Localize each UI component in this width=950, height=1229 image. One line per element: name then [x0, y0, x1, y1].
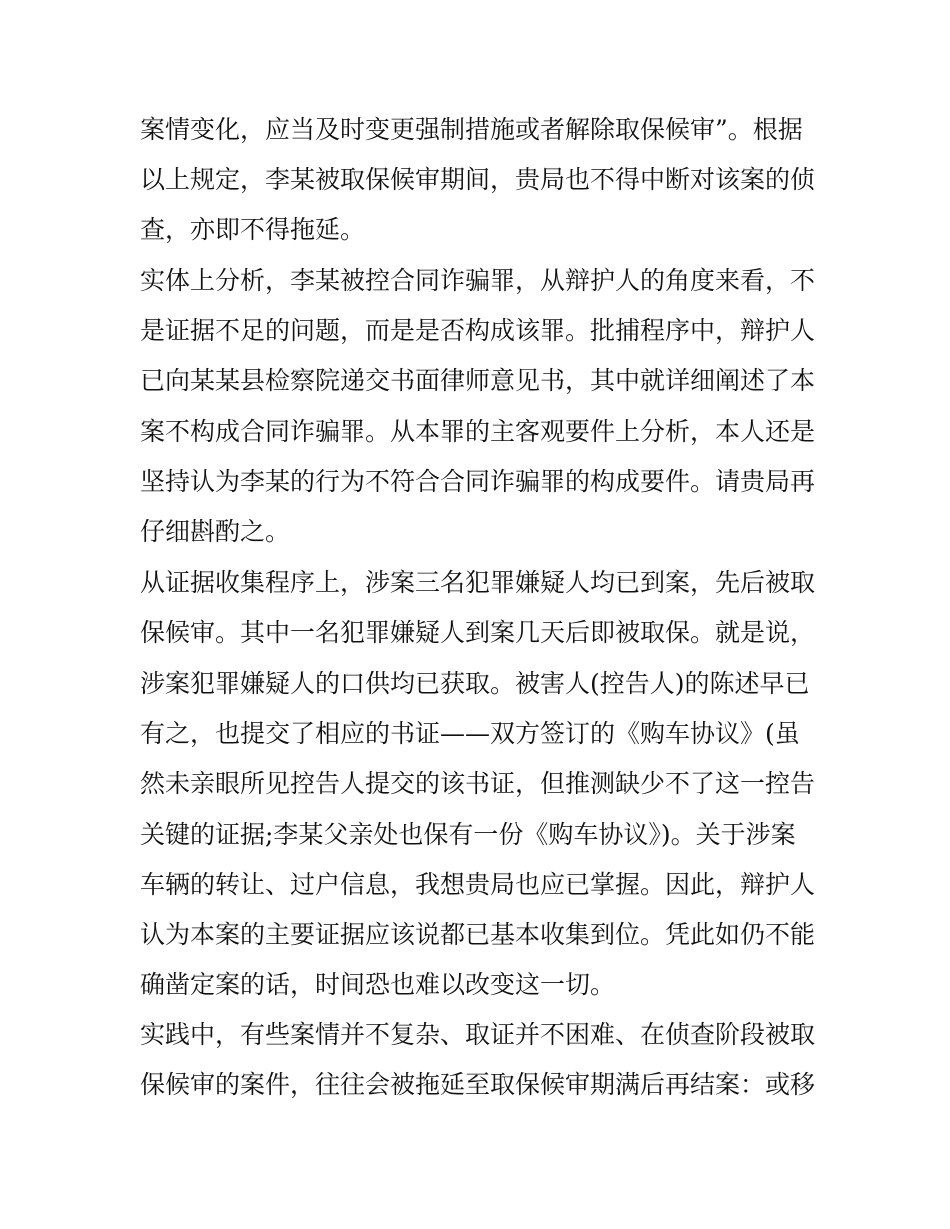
text-line: 认为本案的主要证据应该说都已基本收集到位。凭此如仍不能 — [140, 920, 816, 949]
text-line: 实体上分析，李某被控合同诈骗罪，从辩护人的角度来看，不 — [140, 266, 816, 295]
text-line: 保候审。其中一名犯罪嫌疑人到案几天后即被取保。就是说， — [140, 618, 816, 647]
text-line: 以上规定，李某被取保候审期间，贵局也不得中断对该案的侦 — [140, 165, 816, 194]
text-line: 仔细斟酌之。 — [140, 517, 291, 546]
text-line: 实践中，有些案情并不复杂、取证并不困难、在侦查阶段被取 — [140, 1020, 816, 1049]
text-line: 然未亲眼所见控告人提交的该书证，但推测缺少不了这一控告 — [140, 769, 816, 798]
text-line: 查，亦即不得拖延。 — [140, 215, 366, 244]
text-line: 案不构成合同诈骗罪。从本罪的主客观要件上分析，本人还是 — [140, 417, 816, 446]
text-line: 保候审的案件，往往会被拖延至取保候审期满后再结案：或移 — [140, 1070, 816, 1099]
text-line: 坚持认为李某的行为不符合合同诈骗罪的构成要件。请贵局再 — [140, 467, 816, 496]
text-line: 车辆的转让、过户信息，我想贵局也应已掌握。因此，辩护人 — [140, 870, 816, 899]
text-line: 是证据不足的问题，而是是否构成该罪。批捕程序中，辩护人 — [140, 316, 816, 345]
text-line: 从证据收集程序上，涉案三名犯罪嫌疑人均已到案，先后被取 — [140, 568, 816, 597]
text-line: 案情变化，应当及时变更强制措施或者解除取保候审”。根据 — [140, 115, 803, 144]
text-line: 涉案犯罪嫌疑人的口供均已获取。被害人(控告人)的陈述早已 — [140, 669, 810, 698]
text-line: 关键的证据;李某父亲处也保有一份《购车协议》)。关于涉案 — [140, 820, 796, 849]
text-line: 已向某某县检察院递交书面律师意见书，其中就详细阐述了本 — [140, 366, 816, 395]
text-line: 确凿定案的话，时间恐也难以改变这一切。 — [140, 970, 616, 999]
text-line: 有之，也提交了相应的书证——双方签订的《购车协议》(虽 — [140, 719, 800, 748]
